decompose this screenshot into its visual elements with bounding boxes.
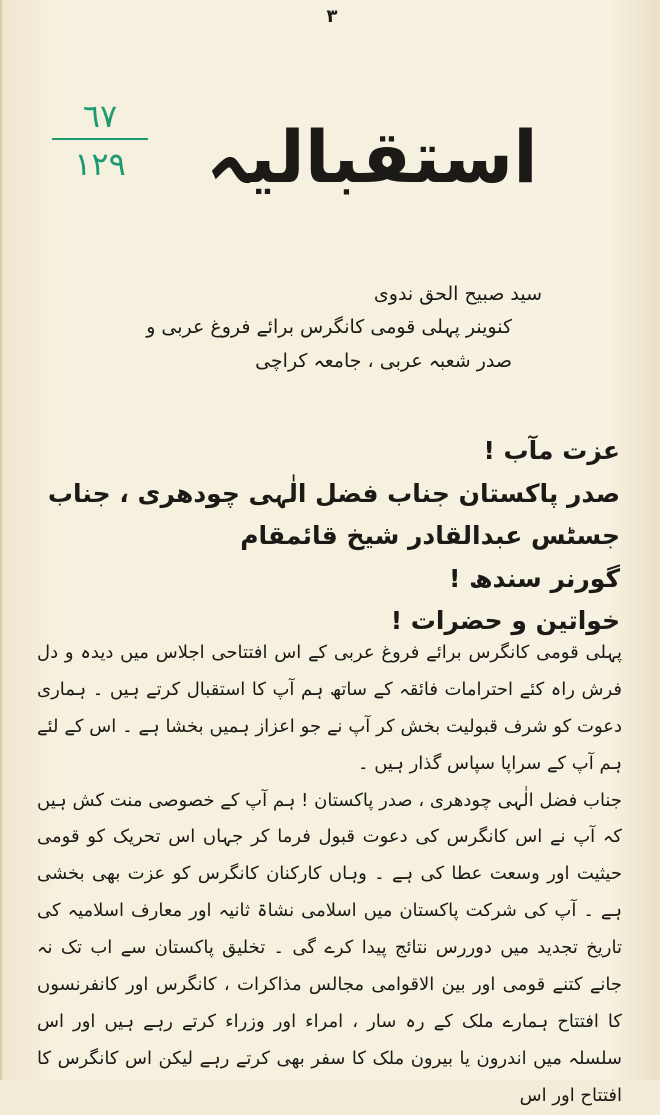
page-number: ٣ [326, 6, 338, 27]
author-name: سید صبیح الحق ندوی [373, 283, 542, 305]
salutation-line: صدر پاکستان جناب فضل الٰہی چودھری ، جناب جسٹس عبدالقادر شیخ قائمقام [47, 478, 620, 550]
body-paragraph: پہلی قومی کانگرس برائے فروغ عربی کے اس افتتاحی اجلاس میں دیدہ و دل فرش راہ کئے احترامات فائقہ کے ساتھ ہم آپ کا استقبال کرتے ہیں ۔ ہماری دعوت کو شرف قبولیت بخش کر آپ نے جو اعزاز ہمیں بخشا ہے ۔ اس کے لئے ہم آپ کے سراپا سپاس گذار ہیں ۔ [37, 642, 622, 774]
author-role: کنوینر پہلی قومی کانگرس برائے فروغ عربی و [146, 316, 512, 339]
author-block [122, 278, 542, 378]
salutation-line: گورنر سندھ ! [448, 563, 620, 593]
salutation-line: خواتین و حضرات ! [390, 606, 620, 635]
author-position: صدر شعبہ عربی ، جامعہ کراچی [255, 349, 512, 372]
accession-number [50, 97, 150, 183]
accession-number-top: ٦٧ [82, 97, 118, 135]
salutation-line: عزت مآب ! [483, 436, 620, 465]
body-text [37, 635, 622, 1115]
body-paragraph: جناب فضل الٰہی چودھری ، صدر پاکستان ! ہم آپ کے خصوصی منت کش ہیں کہ آپ نے اس کانگرس کی دعوت قبول فرما کر جہاں اس تحریک کو قومی حیثیت اور وسعت عطا کی ہے ۔ وہاں کارکنان کانگرس کو عزت بھی بخشی ہے ۔ آپ کی شرکت پاکستان میں اسلامی نشاۃ ثانیہ اور معارف اسلامیہ کی تاریخ تجدید میں دوررس نتائج پیدا کرے گی ۔ تخلیق پاکستان سے اب تک نہ جانے کتنے قومی اور بین الاقوامی مجالس مذاکرات ، کانگرس اور کانفرنسوں کا افتتاح ہمارے ملک کے رہ سار ، امراء اور وزراء کرتے رہے ہیں اور اس سلسلہ میں اندرون یا بیرون ملک کا سفر بھی کرتے رہے لیکن اس کانگرس کا افتتاح اور اس [37, 789, 622, 1106]
page-title: استقبالیہ [206, 115, 538, 199]
accession-number-bottom: ١٢٩ [74, 145, 126, 183]
accession-divider [52, 138, 148, 140]
salutations [40, 430, 620, 643]
